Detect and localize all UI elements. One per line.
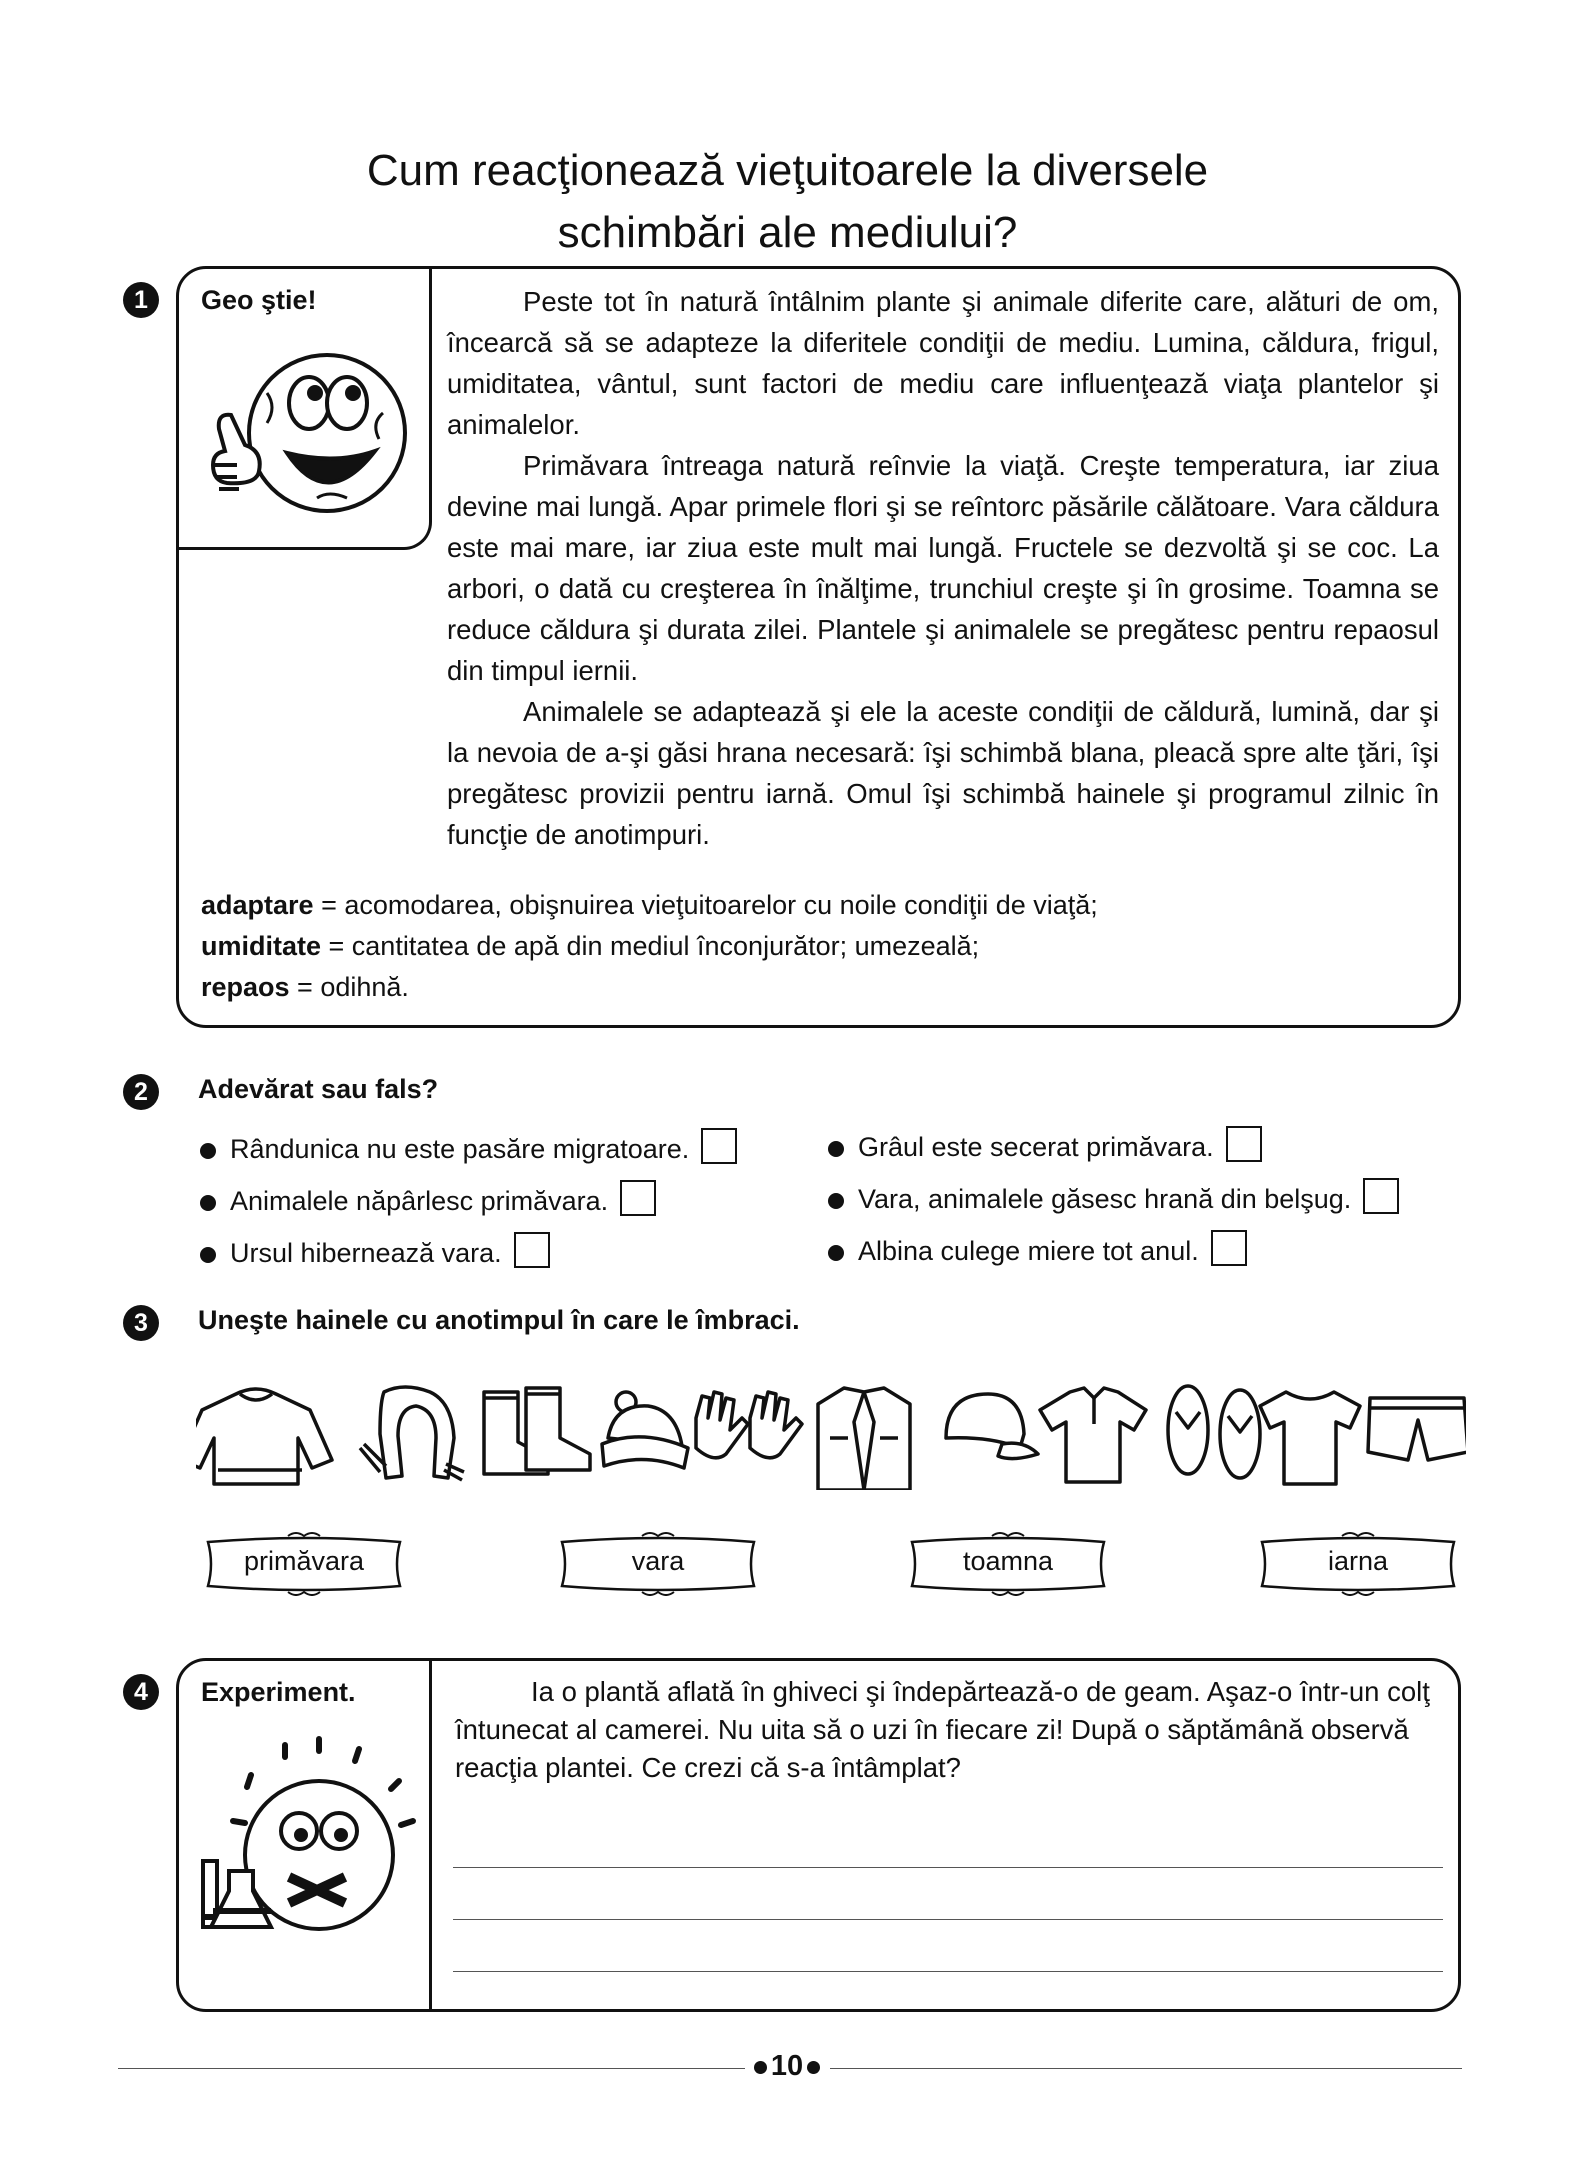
season-iarna[interactable]: iarna <box>1252 1530 1464 1596</box>
tf-checkbox-right-3[interactable] <box>1211 1230 1247 1266</box>
boots-icon <box>484 1388 590 1474</box>
section-number-4: 4 <box>123 1674 159 1710</box>
tf-item-right-3: Albina culege miere tot anul. <box>828 1230 1247 1269</box>
geo-label: Geo ştie! <box>201 285 317 315</box>
season-vara[interactable]: vara <box>552 1530 764 1596</box>
footer-rule-right <box>830 2068 1462 2069</box>
true-false-heading: Adevărat sau fals? <box>198 1074 439 1104</box>
tf-checkbox-left-3[interactable] <box>514 1232 550 1268</box>
tf-checkbox-left-2[interactable] <box>620 1180 656 1216</box>
experiment-text-area <box>455 1673 1439 1787</box>
clothing-row <box>196 1378 1466 1490</box>
experiment-divider <box>429 1661 432 2009</box>
experiment-box <box>176 1658 1461 2012</box>
tf-checkbox-left-1[interactable] <box>701 1128 737 1164</box>
experiment-text: Ia o plantă aflată în ghiveci şi îndepărtează-o de geam. Aşaz-o într-un colţ întunecat al camerei. Nu uita să o uzi în fiecare zi! După o săptămână observă reacţia plantei. Ce crezi că s-a întâmplat? <box>455 1676 1430 1783</box>
title-line-2: schimbări ale mediului? <box>557 208 1018 257</box>
geo-paragraph-3: Animalele se adaptează şi ele la aceste condiţii de căldură, lumină, dar şi la nevoia de a-şi găsi hrana necesară: îşi schimbă blana, pleacă spre alte ţări, îşi pregătesc provizii pentru iarnă. Omul îşi schimbă hainele şi programul zilnic în funcţie de anotimpuri. <box>447 696 1439 850</box>
page-title <box>0 140 1575 264</box>
coat-icon <box>818 1388 910 1490</box>
shorts-icon <box>1368 1398 1466 1460</box>
title-line-1: Cum reacţionează vieţuitoarele la diversele <box>366 146 1209 195</box>
geo-info-box <box>176 266 1461 1028</box>
knit-hat-icon <box>602 1392 688 1468</box>
definition-repaos: repaos = odihnă. <box>201 972 409 1002</box>
geo-paragraph-2: Primăvara întreaga natură reînvie la viaţă. Creşte temperatura, iar ziua devine mai lungă. Apar primele flori şi se reîntorc păsările călătoare. Vara căldura este mai mare, iar ziua este mult mai lungă. Fructele se dezvoltă şi se coc. La arbori, o dată cu creşterea în înălţime, trunchiul creşte şi în grosime. Toamna se reduce căldura şi durata zilei. Plantele şi animalele se pregătesc pentru repaosul din timpul iernii. <box>447 450 1439 686</box>
footer-rule-left <box>118 2068 745 2069</box>
t-shirt-icon <box>1260 1392 1360 1484</box>
definitions <box>201 885 1441 1008</box>
page-number: 10 <box>747 2050 827 2083</box>
tf-checkbox-right-1[interactable] <box>1226 1126 1262 1162</box>
sweater-icon <box>196 1389 332 1484</box>
tf-item-left-3: Ursul hibernează vara. <box>200 1232 550 1271</box>
geo-paragraph-1: Peste tot în natură întâlnim plante şi animale diferite care, alături de om, încearcă să se adapteze la diferitele condiţii de mediu. Lumina, căldura, frigul, umiditatea, vântul, sunt factori de mediu care influenţează viaţa plantelor şi animalelor. <box>447 286 1439 440</box>
tf-item-right-2: Vara, animalele găsesc hrană din belşug. <box>828 1178 1399 1217</box>
tf-item-left-1: Rândunica nu este pasăre migratoare. <box>200 1128 737 1167</box>
globe-scientist-icon <box>189 1731 419 1951</box>
cap-icon <box>946 1394 1038 1459</box>
tf-item-right-1: Grâul este secerat primăvara. <box>828 1126 1262 1165</box>
definition-umiditate: umiditate = cantitatea de apă din mediul înconjurător; umezeală; <box>201 931 980 961</box>
gloves-icon <box>696 1392 802 1458</box>
scarf-icon <box>360 1387 464 1480</box>
globe-thumbs-up-icon <box>197 333 417 533</box>
experiment-label: Experiment. <box>201 1677 356 1707</box>
section-number-3: 3 <box>123 1305 159 1341</box>
tf-item-left-2: Animalele năpârlesc primăvara. <box>200 1180 656 1219</box>
section-number-1: 1 <box>123 282 159 318</box>
tf-checkbox-right-2[interactable] <box>1363 1178 1399 1214</box>
polo-shirt-icon <box>1040 1388 1146 1482</box>
geo-text <box>447 281 1439 855</box>
flip-flops-icon <box>1168 1386 1260 1478</box>
answer-line-3[interactable] <box>453 1971 1443 1972</box>
answer-line-2[interactable] <box>453 1919 1443 1920</box>
matching-heading: Uneşte hainele cu anotimpul în care le îmbraci. <box>198 1305 800 1335</box>
section-number-2: 2 <box>123 1074 159 1110</box>
answer-line-1[interactable] <box>453 1867 1443 1868</box>
definition-adaptare: adaptare = acomodarea, obişnuirea vieţuitoarelor cu noile condiţii de viaţă; <box>201 890 1098 920</box>
season-primavara[interactable]: primăvara <box>198 1530 410 1596</box>
season-toamna[interactable]: toamna <box>902 1530 1114 1596</box>
